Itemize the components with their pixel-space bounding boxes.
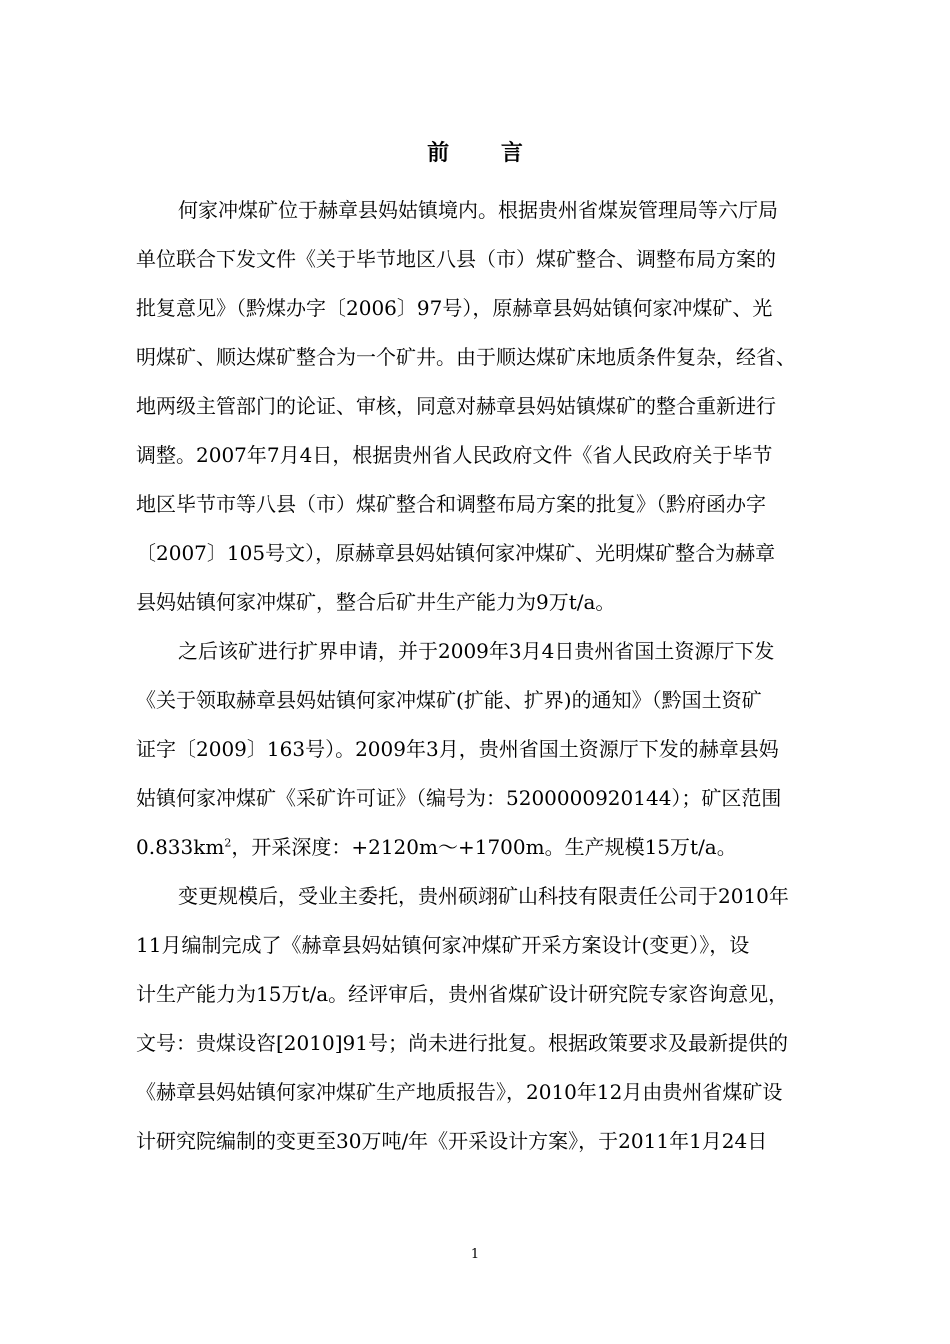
text-run: ，开采深度：+2120m～+1700m。生产规模15万t/a。 [231, 835, 737, 859]
text-line: 11月编制完成了《赫章县妈姑镇何家冲煤矿开采方案设计(变更）》，设 [136, 933, 750, 957]
text-line: 之后该矿进行扩界申请，并于2009年3月4日贵州省国土资源厅下发 [178, 639, 775, 663]
text-line: 地两级主管部门的论证、审核，同意对赫章县妈姑镇煤矿的整合重新进行 [136, 394, 776, 418]
text-line [136, 823, 858, 872]
paragraph-3 [136, 872, 858, 1166]
text-run: 0.833km [136, 835, 225, 859]
text-line: 《关于领取赫章县妈姑镇何家冲煤矿(扩能、扩界)的通知》（黔国土资矿 [136, 688, 762, 712]
text-line: 变更规模后，受业主委托，贵州硕翊矿山科技有限责任公司于2010年 [178, 884, 789, 908]
text-line: 批复意见》（黔煤办字〔2006〕97号），原赫章县妈姑镇何家冲煤矿、光 [136, 296, 773, 320]
paragraph-2 [136, 627, 858, 872]
text-line: 调整。2007年7月4日，根据贵州省人民政府文件《省人民政府关于毕节 [136, 443, 773, 467]
text-line: 县妈姑镇何家冲煤矿，整合后矿井生产能力为9万t/a。 [136, 590, 616, 614]
text-line: 证字〔2009〕163号）。2009年3月，贵州省国土资源厅下发的赫章县妈 [136, 737, 779, 761]
paragraph-1 [136, 186, 858, 627]
text-line: 地区毕节市等八县（市）煤矿整合和调整布局方案的批复》（黔府函办字 [136, 492, 766, 516]
text-line: 计研究院编制的变更至30万吨/年《开采设计方案》，于2011年1月24日 [136, 1129, 768, 1153]
text-line: 〔2007〕105号文），原赫章县妈姑镇何家冲煤矿、光明煤矿整合为赫章 [136, 541, 776, 565]
text-line: 明煤矿、顺达煤矿整合为一个矿井。由于顺达煤矿床地质条件复杂，经省、 [136, 345, 796, 369]
text-line: 姑镇何家冲煤矿《采矿许可证》（编号为：5200000920144）；矿区范围 [136, 786, 782, 810]
text-line: 单位联合下发文件《关于毕节地区八县（市）煤矿整合、调整布局方案的 [136, 247, 776, 271]
superscript: 2 [224, 836, 232, 850]
text-line: 《赫章县妈姑镇何家冲煤矿生产地质报告》，2010年12月由贵州省煤矿设 [136, 1080, 783, 1104]
text-line: 计生产能力为15万t/a。经评审后，贵州省煤矿设计研究院专家咨询意见， [136, 982, 789, 1006]
text-line: 何家冲煤矿位于赫章县妈姑镇境内。根据贵州省煤炭管理局等六厅局 [178, 198, 778, 222]
text-line: 文号：贵煤设咨[2010]91号；尚未进行批复。根据政策要求及最新提供的 [136, 1031, 788, 1055]
page-title: 前 言 [427, 140, 545, 166]
page-number: 1 [470, 1247, 480, 1262]
body-text [136, 186, 858, 1166]
